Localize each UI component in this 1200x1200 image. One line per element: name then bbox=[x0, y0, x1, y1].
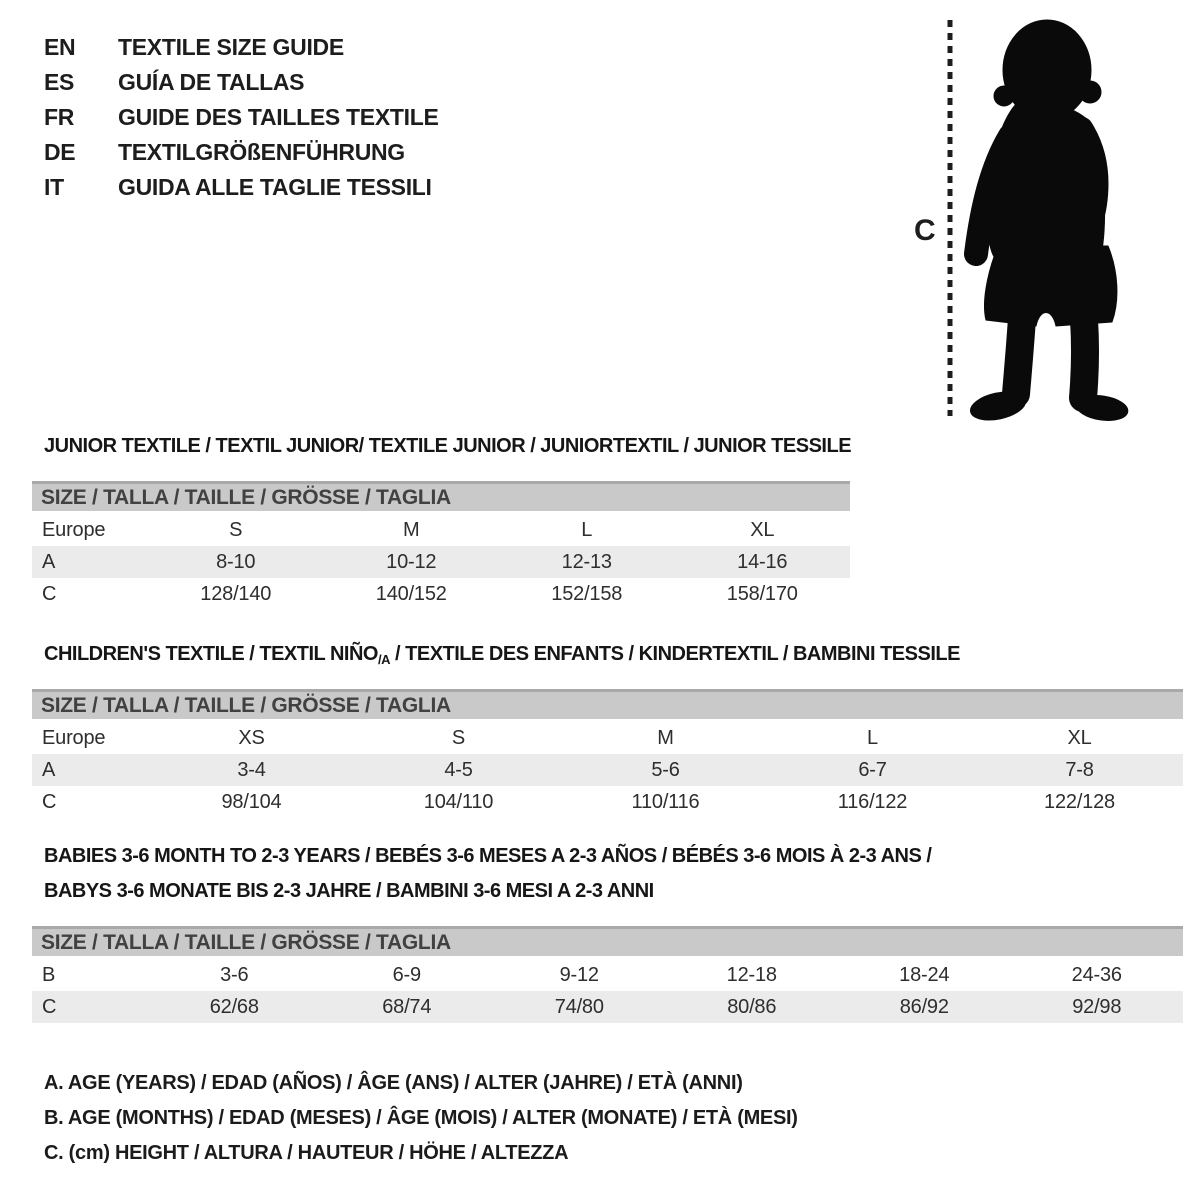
value-cell: 24-36 bbox=[1071, 963, 1122, 986]
value-cell: 86/92 bbox=[838, 991, 1011, 1023]
table-row bbox=[32, 959, 1183, 991]
children-size-table bbox=[32, 722, 1183, 818]
value-cell: 8-10 bbox=[148, 546, 324, 578]
babies-section-heading-line2: BABYS 3-6 MONATE BIS 2-3 JAHRE / BAMBINI 3-6 MESI A 2-3 ANNI bbox=[44, 880, 654, 902]
language-title: GUÍA DE TALLAS bbox=[118, 69, 305, 95]
language-row-de bbox=[44, 135, 439, 170]
children-size-bar bbox=[32, 689, 1183, 719]
value-cell: 80/86 bbox=[666, 991, 839, 1023]
silhouette-shorts bbox=[985, 246, 1117, 326]
value-cell: 122/128 bbox=[1044, 790, 1115, 813]
row-label: C bbox=[42, 582, 57, 605]
size-header: S bbox=[451, 726, 466, 749]
value-cell: 92/98 bbox=[1011, 991, 1184, 1023]
table-row bbox=[32, 991, 1183, 1023]
language-row-en bbox=[44, 30, 439, 65]
value-cell: 152/158 bbox=[551, 582, 623, 605]
height-measure-figure bbox=[880, 8, 1150, 428]
row-label: A bbox=[32, 754, 148, 786]
size-header: XL bbox=[750, 518, 775, 541]
value-cell: 4-5 bbox=[355, 754, 562, 786]
children-heading-suffix: / TEXTILE DES ENFANTS / KINDERTEXTIL / BAMBINI TESSILE bbox=[389, 643, 960, 665]
children-heading-sub: /A bbox=[377, 652, 390, 667]
legend-line-b: B. AGE (MONTHS) / EDAD (MESES) / ÂGE (MOIS) / ALTER (MONATE) / ETÀ (MESI) bbox=[44, 1107, 798, 1129]
size-header: XL bbox=[1067, 726, 1092, 749]
junior-size-table bbox=[32, 514, 850, 610]
value-cell: 5-6 bbox=[562, 754, 769, 786]
table-header-row bbox=[32, 722, 1183, 754]
size-header: L bbox=[867, 726, 878, 749]
value-cell: 14-16 bbox=[675, 546, 851, 578]
toddler-silhouette-icon bbox=[968, 20, 1130, 425]
value-cell: 158/170 bbox=[726, 582, 798, 605]
value-cell: 18-24 bbox=[899, 963, 950, 986]
row-label: C bbox=[42, 790, 57, 813]
silhouette-ear-right bbox=[1079, 81, 1101, 103]
value-cell: 98/104 bbox=[221, 790, 282, 813]
region-header: Europe bbox=[42, 518, 106, 541]
region-header: Europe bbox=[42, 726, 106, 749]
junior-size-bar bbox=[32, 481, 850, 511]
babies-section-heading-line1: BABIES 3-6 MONTH TO 2-3 YEARS / BEBÉS 3-6 MESES A 2-3 AÑOS / BÉBÉS 3-6 MOIS À 2-3 ANS / bbox=[44, 845, 932, 867]
value-cell: 6-7 bbox=[769, 754, 976, 786]
row-label: A bbox=[32, 546, 148, 578]
table-row bbox=[32, 754, 1183, 786]
language-code: EN bbox=[44, 34, 76, 60]
junior-section-heading: JUNIOR TEXTILE / TEXTIL JUNIOR/ TEXTILE JUNIOR / JUNIORTEXTIL / JUNIOR TESSILE bbox=[44, 435, 852, 457]
measure-legend bbox=[44, 1066, 798, 1171]
value-cell: 128/140 bbox=[200, 582, 272, 605]
babies-size-table bbox=[32, 959, 1183, 1023]
value-cell: 9-12 bbox=[559, 963, 599, 986]
legend-line-a: A. AGE (YEARS) / EDAD (AÑOS) / ÂGE (ANS) / ALTER (JAHRE) / ETÀ (ANNI) bbox=[44, 1072, 743, 1094]
language-title: GUIDE DES TAILLES TEXTILE bbox=[118, 104, 439, 130]
height-label: C bbox=[914, 214, 936, 247]
language-code: IT bbox=[44, 174, 64, 200]
children-section-heading bbox=[44, 643, 960, 667]
table-row bbox=[32, 546, 850, 578]
size-header: L bbox=[581, 518, 593, 541]
size-bar-label: SIZE / TALLA / TAILLE / GRÖSSE / TAGLIA bbox=[41, 485, 451, 509]
value-cell: 116/122 bbox=[837, 790, 908, 813]
silhouette-leg-right bbox=[1083, 320, 1085, 398]
size-bar-label: SIZE / TALLA / TAILLE / GRÖSSE / TAGLIA bbox=[41, 930, 451, 954]
language-code: DE bbox=[44, 139, 76, 165]
value-cell: 74/80 bbox=[493, 991, 666, 1023]
size-header: M bbox=[657, 726, 674, 749]
size-header: S bbox=[229, 518, 243, 541]
language-row-fr bbox=[44, 100, 439, 135]
value-cell: 3-4 bbox=[148, 754, 355, 786]
table-row bbox=[32, 578, 850, 610]
row-label: C bbox=[32, 991, 148, 1023]
language-title: TEXTILGRÖßENFÜHRUNG bbox=[118, 139, 405, 165]
value-cell: 68/74 bbox=[321, 991, 494, 1023]
size-header: XS bbox=[238, 726, 265, 749]
table-row bbox=[32, 786, 1183, 818]
row-label: B bbox=[42, 963, 56, 986]
legend-line-c: C. (cm) HEIGHT / ALTURA / HAUTEUR / HÖHE / ALTEZZA bbox=[44, 1142, 569, 1164]
value-cell: 10-12 bbox=[324, 546, 500, 578]
size-bar-label: SIZE / TALLA / TAILLE / GRÖSSE / TAGLIA bbox=[41, 693, 451, 717]
value-cell: 3-6 bbox=[220, 963, 249, 986]
size-header: M bbox=[403, 518, 420, 541]
babies-size-bar bbox=[32, 926, 1183, 956]
language-row-it bbox=[44, 170, 439, 205]
language-title: TEXTILE SIZE GUIDE bbox=[118, 34, 344, 60]
language-code: ES bbox=[44, 69, 75, 95]
value-cell: 110/116 bbox=[631, 790, 700, 813]
table-header-row bbox=[32, 514, 850, 546]
silhouette-ear-left bbox=[994, 86, 1014, 106]
language-row-es bbox=[44, 65, 439, 100]
silhouette-leg-left bbox=[1016, 318, 1022, 394]
value-cell: 12-18 bbox=[726, 963, 777, 986]
value-cell: 12-13 bbox=[499, 546, 675, 578]
children-heading-prefix: CHILDREN'S TEXTILE / TEXTIL NIÑO bbox=[44, 643, 378, 665]
value-cell: 104/110 bbox=[423, 790, 494, 813]
language-title: GUIDA ALLE TAGLIE TESSILI bbox=[118, 174, 432, 200]
value-cell: 140/152 bbox=[375, 582, 447, 605]
value-cell: 6-9 bbox=[392, 963, 421, 986]
value-cell: 7-8 bbox=[976, 754, 1183, 786]
language-code: FR bbox=[44, 104, 75, 130]
language-list bbox=[44, 30, 439, 205]
value-cell: 62/68 bbox=[148, 991, 321, 1023]
